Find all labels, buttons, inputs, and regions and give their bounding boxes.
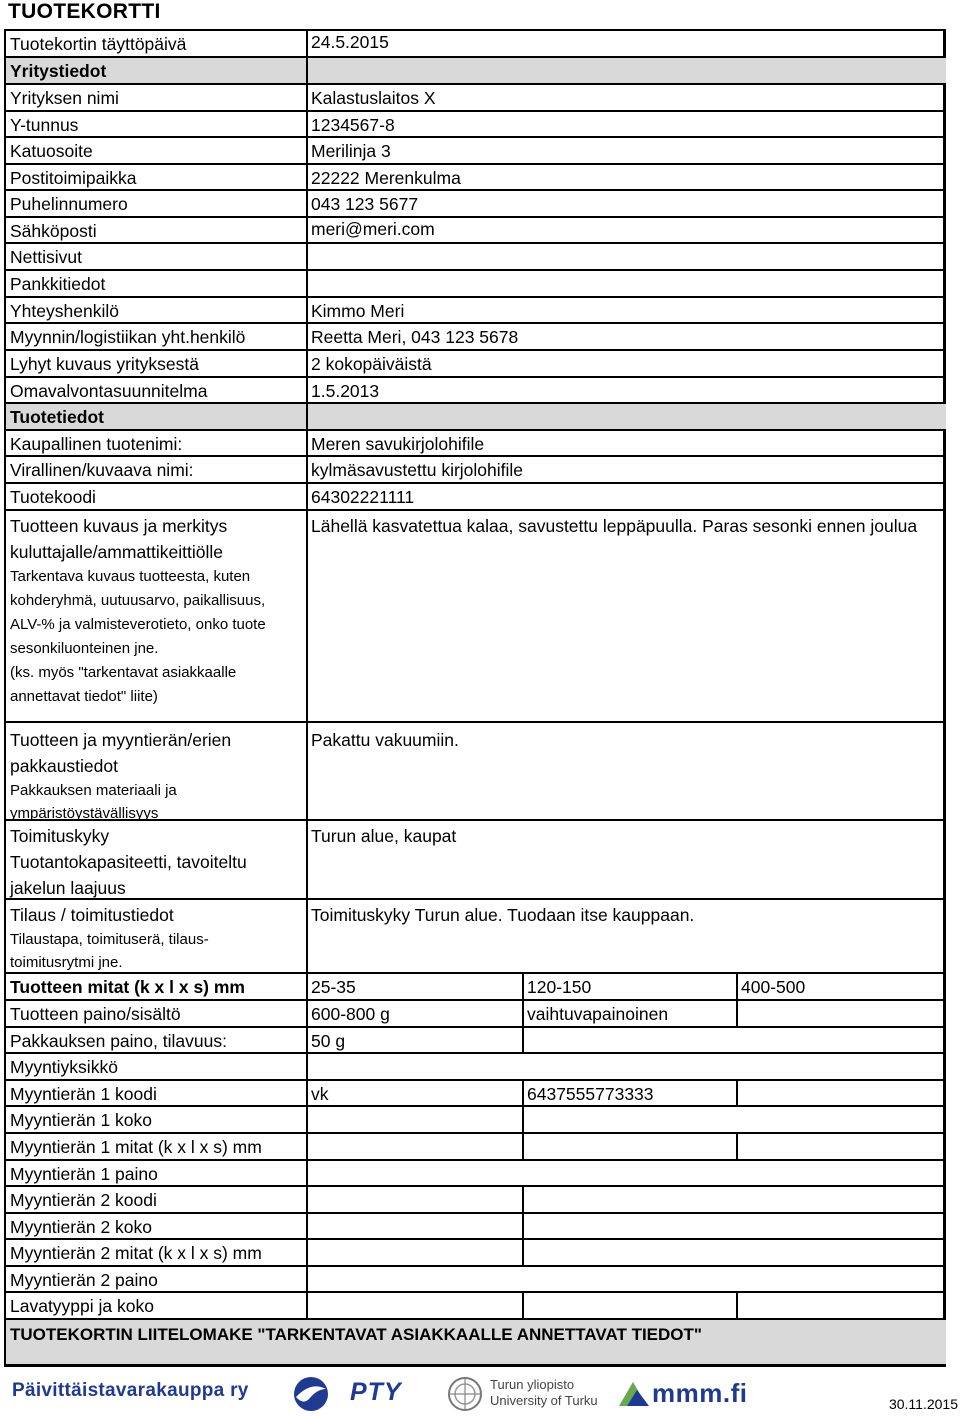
value-batch2-size-3[interactable] (736, 1214, 946, 1238)
label-delivery-capacity-line2: Tuotantokapasiteetti, tavoiteltu (10, 852, 247, 872)
label-packaging-info (6, 723, 308, 822)
row-product-dimensions (6, 974, 946, 1001)
value-batch2-code-2[interactable] (522, 1187, 736, 1212)
row-self-monitoring-plan (6, 378, 946, 404)
value-pallet-3[interactable] (736, 1293, 946, 1318)
value-packaging-info[interactable]: Pakattu vakuumiin. (311, 730, 459, 750)
value-phone[interactable]: 043 123 5677 (311, 194, 419, 214)
label-product-dimensions: Tuotteen mitat (k x l x s) mm (6, 974, 308, 999)
row-pallet-type (6, 1293, 946, 1320)
value-sales-contact[interactable]: Reetta Meri, 043 123 5678 (311, 327, 519, 347)
label-website: Nettisivut (6, 244, 308, 269)
mmm-mountain-icon (617, 1378, 651, 1408)
value-batch2-code-1[interactable] (308, 1187, 522, 1212)
hint-line-3: ALV-% ja valmisteverotieto, onko tuote (10, 616, 266, 633)
value-order-delivery[interactable]: Toimituskyky Turun alue. Tuodaan itse kauppaan. (311, 905, 695, 925)
value-contact-person[interactable]: Kimmo Meri (311, 301, 405, 321)
row-street-address (6, 138, 946, 165)
label-product-code: Tuotekoodi (6, 484, 308, 509)
label-business-id: Y-tunnus (6, 112, 308, 136)
row-package-weight (6, 1028, 946, 1054)
row-packaging-info (6, 723, 946, 821)
section-product-info (6, 404, 946, 431)
label-delivery-capacity-line1: Toimituskyky (10, 826, 110, 846)
value-batch1-code-3[interactable] (736, 1081, 946, 1105)
pty-globe-icon (291, 1375, 331, 1413)
row-batch2-code (6, 1187, 946, 1214)
row-batch1-code (6, 1081, 946, 1107)
row-business-id (6, 112, 946, 138)
hint-line-2: kohderyhmä, uutuusarvo, paikallisuus, (10, 592, 266, 609)
value-batch2-dim-1[interactable] (308, 1240, 522, 1265)
value-weight-1[interactable]: 600-800 g (311, 1004, 390, 1024)
label-commercial-name: Kaupallinen tuotenimi: (6, 431, 308, 455)
label-product-description-line2: kuluttajalle/ammattikeittiölle (10, 542, 224, 562)
label-product-description-line1: Tuotteen kuvaus ja merkitys (10, 516, 228, 536)
value-batch1-size-2[interactable] (522, 1107, 736, 1132)
value-batch1-code-2[interactable]: 6437555773333 (522, 1081, 736, 1105)
label-fill-date: Tuotekortin täyttöpäivä (6, 31, 308, 56)
label-email: Sähköposti (6, 218, 308, 242)
row-email (6, 218, 946, 244)
value-company-description[interactable]: 2 kokopäiväistä (311, 354, 432, 374)
logo-utu-en: University of Turku (490, 1393, 598, 1408)
value-delivery-capacity[interactable]: Turun alue, kaupat (311, 826, 457, 846)
value-email[interactable]: meri@meri.com (311, 219, 435, 239)
value-product-description[interactable]: Lähellä kasvatettua kalaa, savustettu leppäpuulla. Paras sesonki ennen joulua (311, 516, 918, 536)
value-batch2-weight[interactable] (308, 1267, 946, 1291)
row-product-description (6, 511, 946, 723)
row-batch2-dimensions (6, 1240, 946, 1267)
value-product-code[interactable]: 64302221111 (311, 487, 415, 507)
row-product-code (6, 484, 946, 511)
hint-order-1: Tilaustapa, toimituserä, tilaus- (10, 931, 209, 948)
row-bank-info (6, 271, 946, 298)
value-batch1-dim-2[interactable] (522, 1134, 736, 1159)
value-postal-city[interactable]: 22222 Merenkulma (311, 168, 461, 188)
value-dimension-3[interactable]: 400-500 (736, 974, 946, 999)
university-seal-icon (447, 1375, 483, 1413)
hint-order-2: toimitusrytmi jne. (10, 954, 123, 971)
label-batch1-size: Myyntierän 1 koko (6, 1107, 308, 1132)
row-batch2-weight (6, 1267, 946, 1293)
label-batch1-dimensions: Myyntierän 1 mitat (k x l x s) mm (6, 1134, 308, 1159)
hint-packaging-1: Pakkauksen materiaali ja (10, 782, 177, 799)
value-batch2-dim-3[interactable] (736, 1240, 946, 1265)
value-batch1-size-1[interactable] (308, 1107, 522, 1132)
value-batch1-code-1[interactable]: vk (311, 1084, 329, 1104)
label-self-monitoring-plan: Omavalvontasuunnitelma (6, 378, 308, 402)
label-batch2-weight: Myyntierän 2 paino (6, 1267, 308, 1291)
row-order-delivery (6, 900, 946, 974)
value-batch1-size-3[interactable] (736, 1107, 946, 1132)
hint-packaging-2: ympäristöystävällisyys (10, 805, 159, 822)
row-website (6, 244, 946, 271)
row-batch2-size (6, 1214, 946, 1240)
label-product-info: Tuotetiedot (6, 404, 308, 429)
row-official-name (6, 457, 946, 484)
hint-line-1: Tarkentava kuvaus tuotteesta, kuten (10, 568, 251, 585)
value-self-monitoring-plan[interactable]: 1.5.2013 (311, 381, 380, 401)
label-batch2-dimensions: Myyntierän 2 mitat (k x l x s) mm (6, 1240, 308, 1265)
label-order-delivery (6, 900, 308, 972)
label-batch1-code: Myyntierän 1 koodi (6, 1081, 308, 1105)
value-batch2-code-3[interactable] (736, 1187, 946, 1212)
value-company-name[interactable]: Kalastuslaitos X (311, 88, 436, 108)
row-postal-city (6, 165, 946, 191)
value-business-id[interactable]: 1234567-8 (311, 115, 395, 135)
label-batch1-weight: Myyntierän 1 paino (6, 1161, 308, 1185)
value-dimension-1[interactable]: 25-35 (311, 977, 356, 997)
value-weight-3[interactable] (736, 1001, 946, 1026)
row-batch1-size (6, 1107, 946, 1134)
label-street-address: Katuosoite (6, 138, 308, 163)
value-dimension-2[interactable]: 120-150 (522, 974, 736, 999)
label-package-weight: Pakkauksen paino, tilavuus: (6, 1028, 308, 1052)
value-batch2-dim-2[interactable] (522, 1240, 736, 1265)
value-pallet-2[interactable] (522, 1293, 736, 1318)
row-fill-date (6, 31, 946, 58)
row-commercial-name (6, 431, 946, 457)
label-contact-person: Yhteyshenkilö (6, 298, 308, 322)
row-company-description (6, 351, 946, 378)
label-postal-city: Postitoimipaikka (6, 165, 308, 189)
row-sales-unit (6, 1054, 946, 1081)
value-pallet-1[interactable] (308, 1293, 522, 1318)
value-package-weight-3[interactable] (736, 1028, 946, 1052)
logo-mmm: mmm.fi (652, 1378, 748, 1408)
label-product-description (6, 511, 308, 721)
label-delivery-capacity-line3: jakelun laajuus (10, 878, 126, 898)
row-delivery-capacity (6, 821, 946, 900)
row-sales-contact (6, 324, 946, 351)
value-sales-unit[interactable] (308, 1054, 946, 1079)
label-sales-unit: Myyntiyksikkö (6, 1054, 308, 1079)
label-bank-info: Pankkitiedot (6, 271, 308, 296)
row-product-weight (6, 1001, 946, 1028)
row-batch1-dimensions (6, 1134, 946, 1161)
hint-line-5: (ks. myös "tarkentavat asiakkaalle (10, 664, 237, 681)
value-street-address[interactable]: Merilinja 3 (311, 141, 391, 161)
value-official-name[interactable]: kylmäsavustettu kirjolohifile (311, 460, 524, 480)
hint-line-6: annettavat tiedot" liite) (10, 688, 158, 705)
page-title: TUOTEKORTTI (8, 0, 161, 23)
footer-logos (0, 1372, 960, 1416)
label-order-delivery-line1: Tilaus / toimitustiedot (10, 905, 174, 925)
label-company-description: Lyhyt kuvaus yrityksestä (6, 351, 308, 376)
row-batch1-weight (6, 1161, 946, 1187)
label-sales-contact: Myynnin/logistiikan yht.henkilö (6, 324, 308, 349)
value-batch2-size-1[interactable] (308, 1214, 522, 1238)
footer-date: 30.11.2015 (888, 1396, 958, 1412)
label-product-weight: Tuotteen paino/sisältö (6, 1001, 308, 1026)
label-delivery-capacity (6, 821, 308, 898)
row-phone (6, 191, 946, 218)
logo-utu-fi: Turun yliopisto (490, 1377, 575, 1392)
value-batch1-dim-3[interactable] (736, 1134, 946, 1159)
value-batch2-size-2[interactable] (522, 1214, 736, 1238)
label-packaging-line2: pakkaustiedot (10, 756, 118, 776)
product-card-table (4, 29, 946, 1367)
value-package-weight-1[interactable]: 50 g (311, 1031, 346, 1051)
value-package-weight-2[interactable] (522, 1028, 736, 1052)
label-official-name: Virallinen/kuvaava nimi: (6, 457, 308, 482)
value-batch1-weight[interactable] (308, 1161, 946, 1185)
label-company-name: Yrityksen nimi (6, 85, 308, 110)
label-appendix-title: TUOTEKORTIN LIITELOMAKE "TARKENTAVAT ASIAKKAALLE ANNETTAVAT TIEDOT" (10, 1325, 702, 1344)
row-contact-person (6, 298, 946, 324)
row-company-name (6, 85, 946, 112)
label-company-info: Yritystiedot (6, 58, 308, 83)
section-company-info (6, 58, 946, 85)
value-bank-info[interactable] (308, 271, 946, 296)
value-fill-date[interactable]: 24.5.2015 (311, 32, 389, 52)
logo-pty-text: Päivittäistavarakauppa ry (12, 1380, 249, 1401)
label-batch2-code: Myyntierän 2 koodi (6, 1187, 308, 1212)
label-packaging-line1: Tuotteen ja myyntierän/erien (10, 730, 232, 750)
row-appendix-title (6, 1320, 946, 1364)
label-pallet-type: Lavatyyppi ja koko (6, 1293, 308, 1318)
value-website[interactable] (308, 244, 946, 269)
value-weight-2[interactable]: vaihtuvapainoinen (522, 1001, 736, 1026)
hint-line-4: sesonkiluonteinen jne. (10, 640, 159, 657)
value-batch1-dim-1[interactable] (308, 1134, 522, 1159)
label-batch2-size: Myyntierän 2 koko (6, 1214, 308, 1238)
logo-pty: PTY (350, 1378, 402, 1406)
value-commercial-name[interactable]: Meren savukirjolohifile (311, 434, 485, 454)
label-phone: Puhelinnumero (6, 191, 308, 216)
